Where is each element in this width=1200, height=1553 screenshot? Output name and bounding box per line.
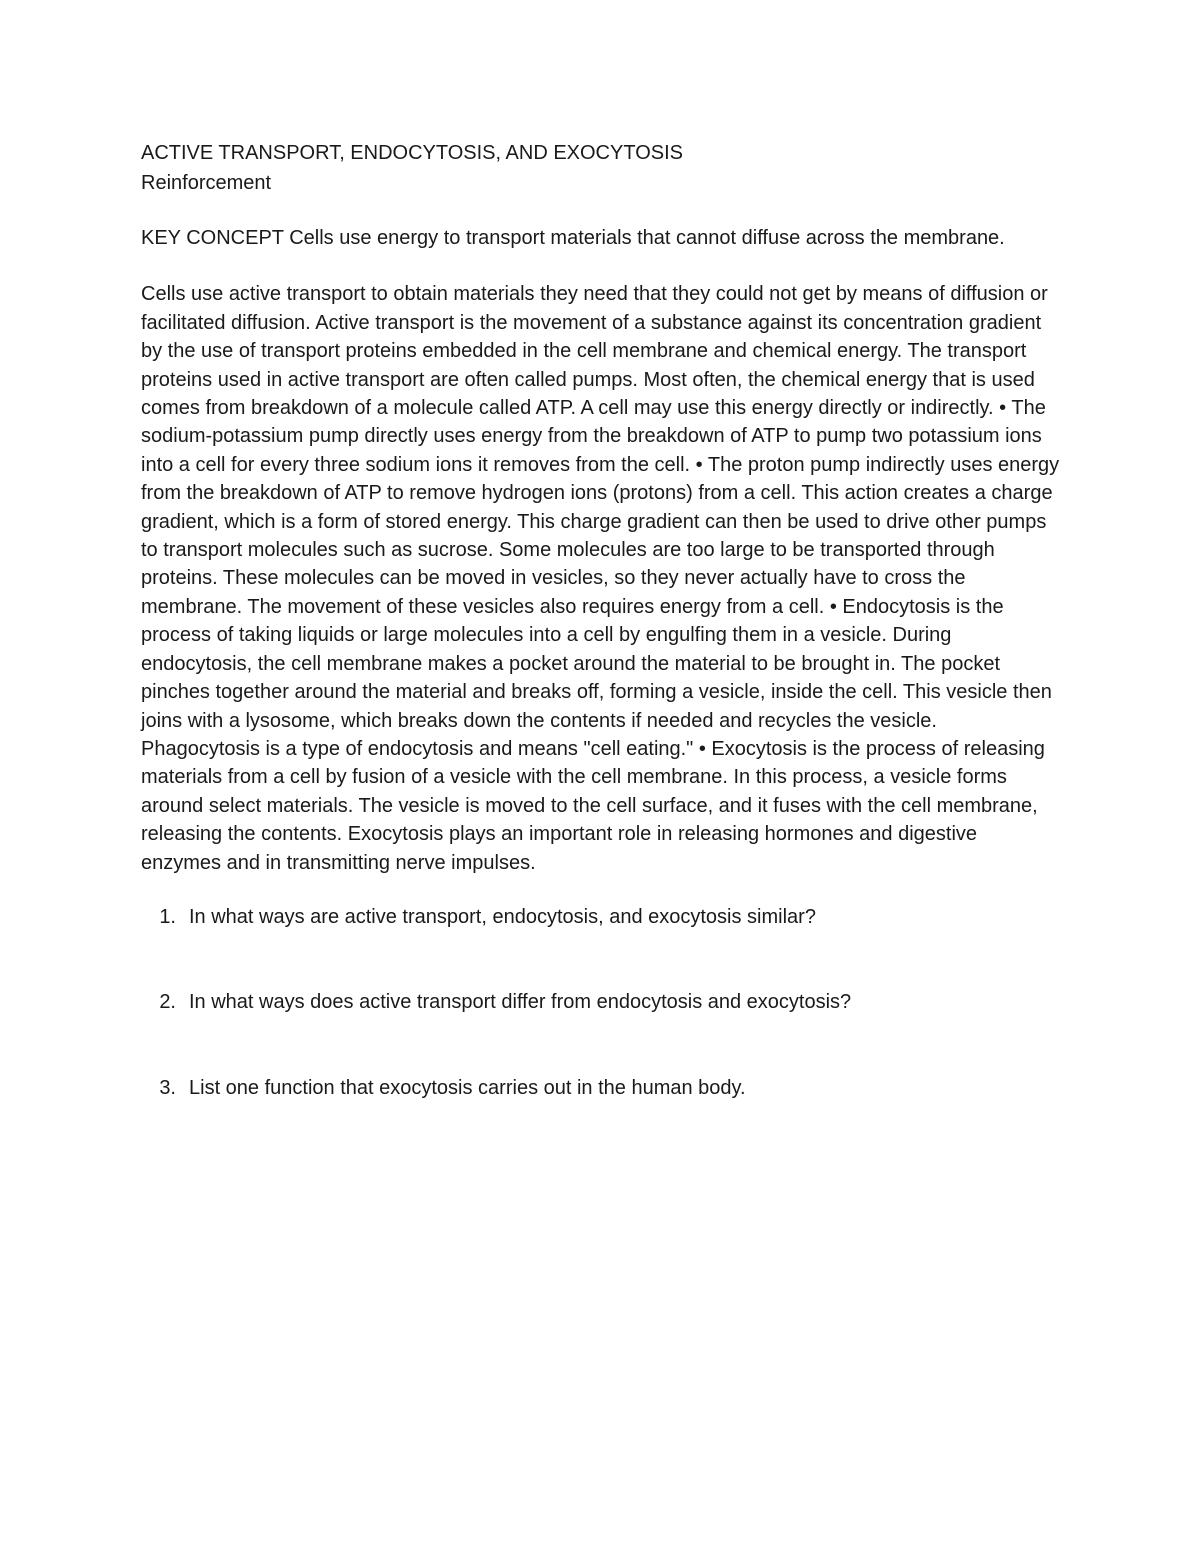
question-item <box>141 903 1061 931</box>
question-number: 1. <box>159 905 176 928</box>
question-number: 2. <box>159 991 176 1014</box>
key-concept-paragraph: KEY CONCEPT Cells use energy to transport materials that cannot diffuse across the membrane. <box>141 227 1005 249</box>
question-item <box>141 988 1061 1016</box>
question-item <box>141 1074 1061 1102</box>
question-text: In what ways are active transport, endocytosis, and exocytosis similar? <box>189 905 816 928</box>
document-subtitle: Reinforcement <box>141 172 272 194</box>
body-paragraph: Cells use active transport to obtain materials they need that they could not get by means of diffusion or facilitated diffusion. Active transport is the movement of a substance against its concentration gradient by the use of transport proteins embedded in the cell membrane and chemical energy. The transport proteins used in active transport are often called pumps. Most often, the chemical energy that is used comes from breakdown of a molecule called ATP. A cell may use this energy directly or indirectly. • The sodium-potassium pump directly uses energy from the breakdown of ATP to pump two potassium ions into a cell for every three sodium ions it removes from the cell. • The proton pump indirectly uses energy from the breakdown of ATP to remove hydrogen ions (protons) from a cell. This action creates a charge gradient, which is a form of stored energy. This charge gradient can then be used to drive other pumps to transport molecules such as sucrose. Some molecules are too large to be transported through proteins. These molecules can be moved in vesicles, so they never actually have to cross the membrane. The movement of these vesicles also requires energy from a cell. • Endocytosis is the process of taking liquids or large molecules into a cell by engulfing them in a vesicle. During endocytosis, the cell membrane makes a pocket around the material to be brought in. The pocket pinches together around the material and breaks off, forming a vesicle, inside the cell. This vesicle then joins with a lysosome, which breaks down the contents if needed and recycles the vesicle. Phagocytosis is a type of endocytosis and means "cell eating." • Exocytosis is the process of releasing materials from a cell by fusion of a vesicle with the cell membrane. In this process, a vesicle forms around select materials. The vesicle is moved to the cell surface, and it fuses with the cell membrane, releasing the contents. Exocytosis plays an important role in releasing hormones and digestive enzymes and in transmitting nerve impulses. <box>141 283 1060 874</box>
question-text: List one function that exocytosis carries out in the human body. <box>189 1076 746 1099</box>
question-text: In what ways does active transport differ from endocytosis and exocytosis? <box>189 991 852 1014</box>
question-number: 3. <box>159 1076 176 1099</box>
document-title: ACTIVE TRANSPORT, ENDOCYTOSIS, AND EXOCYTOSIS <box>141 142 683 164</box>
question-list <box>141 903 1061 1102</box>
document-page <box>141 138 1061 1159</box>
